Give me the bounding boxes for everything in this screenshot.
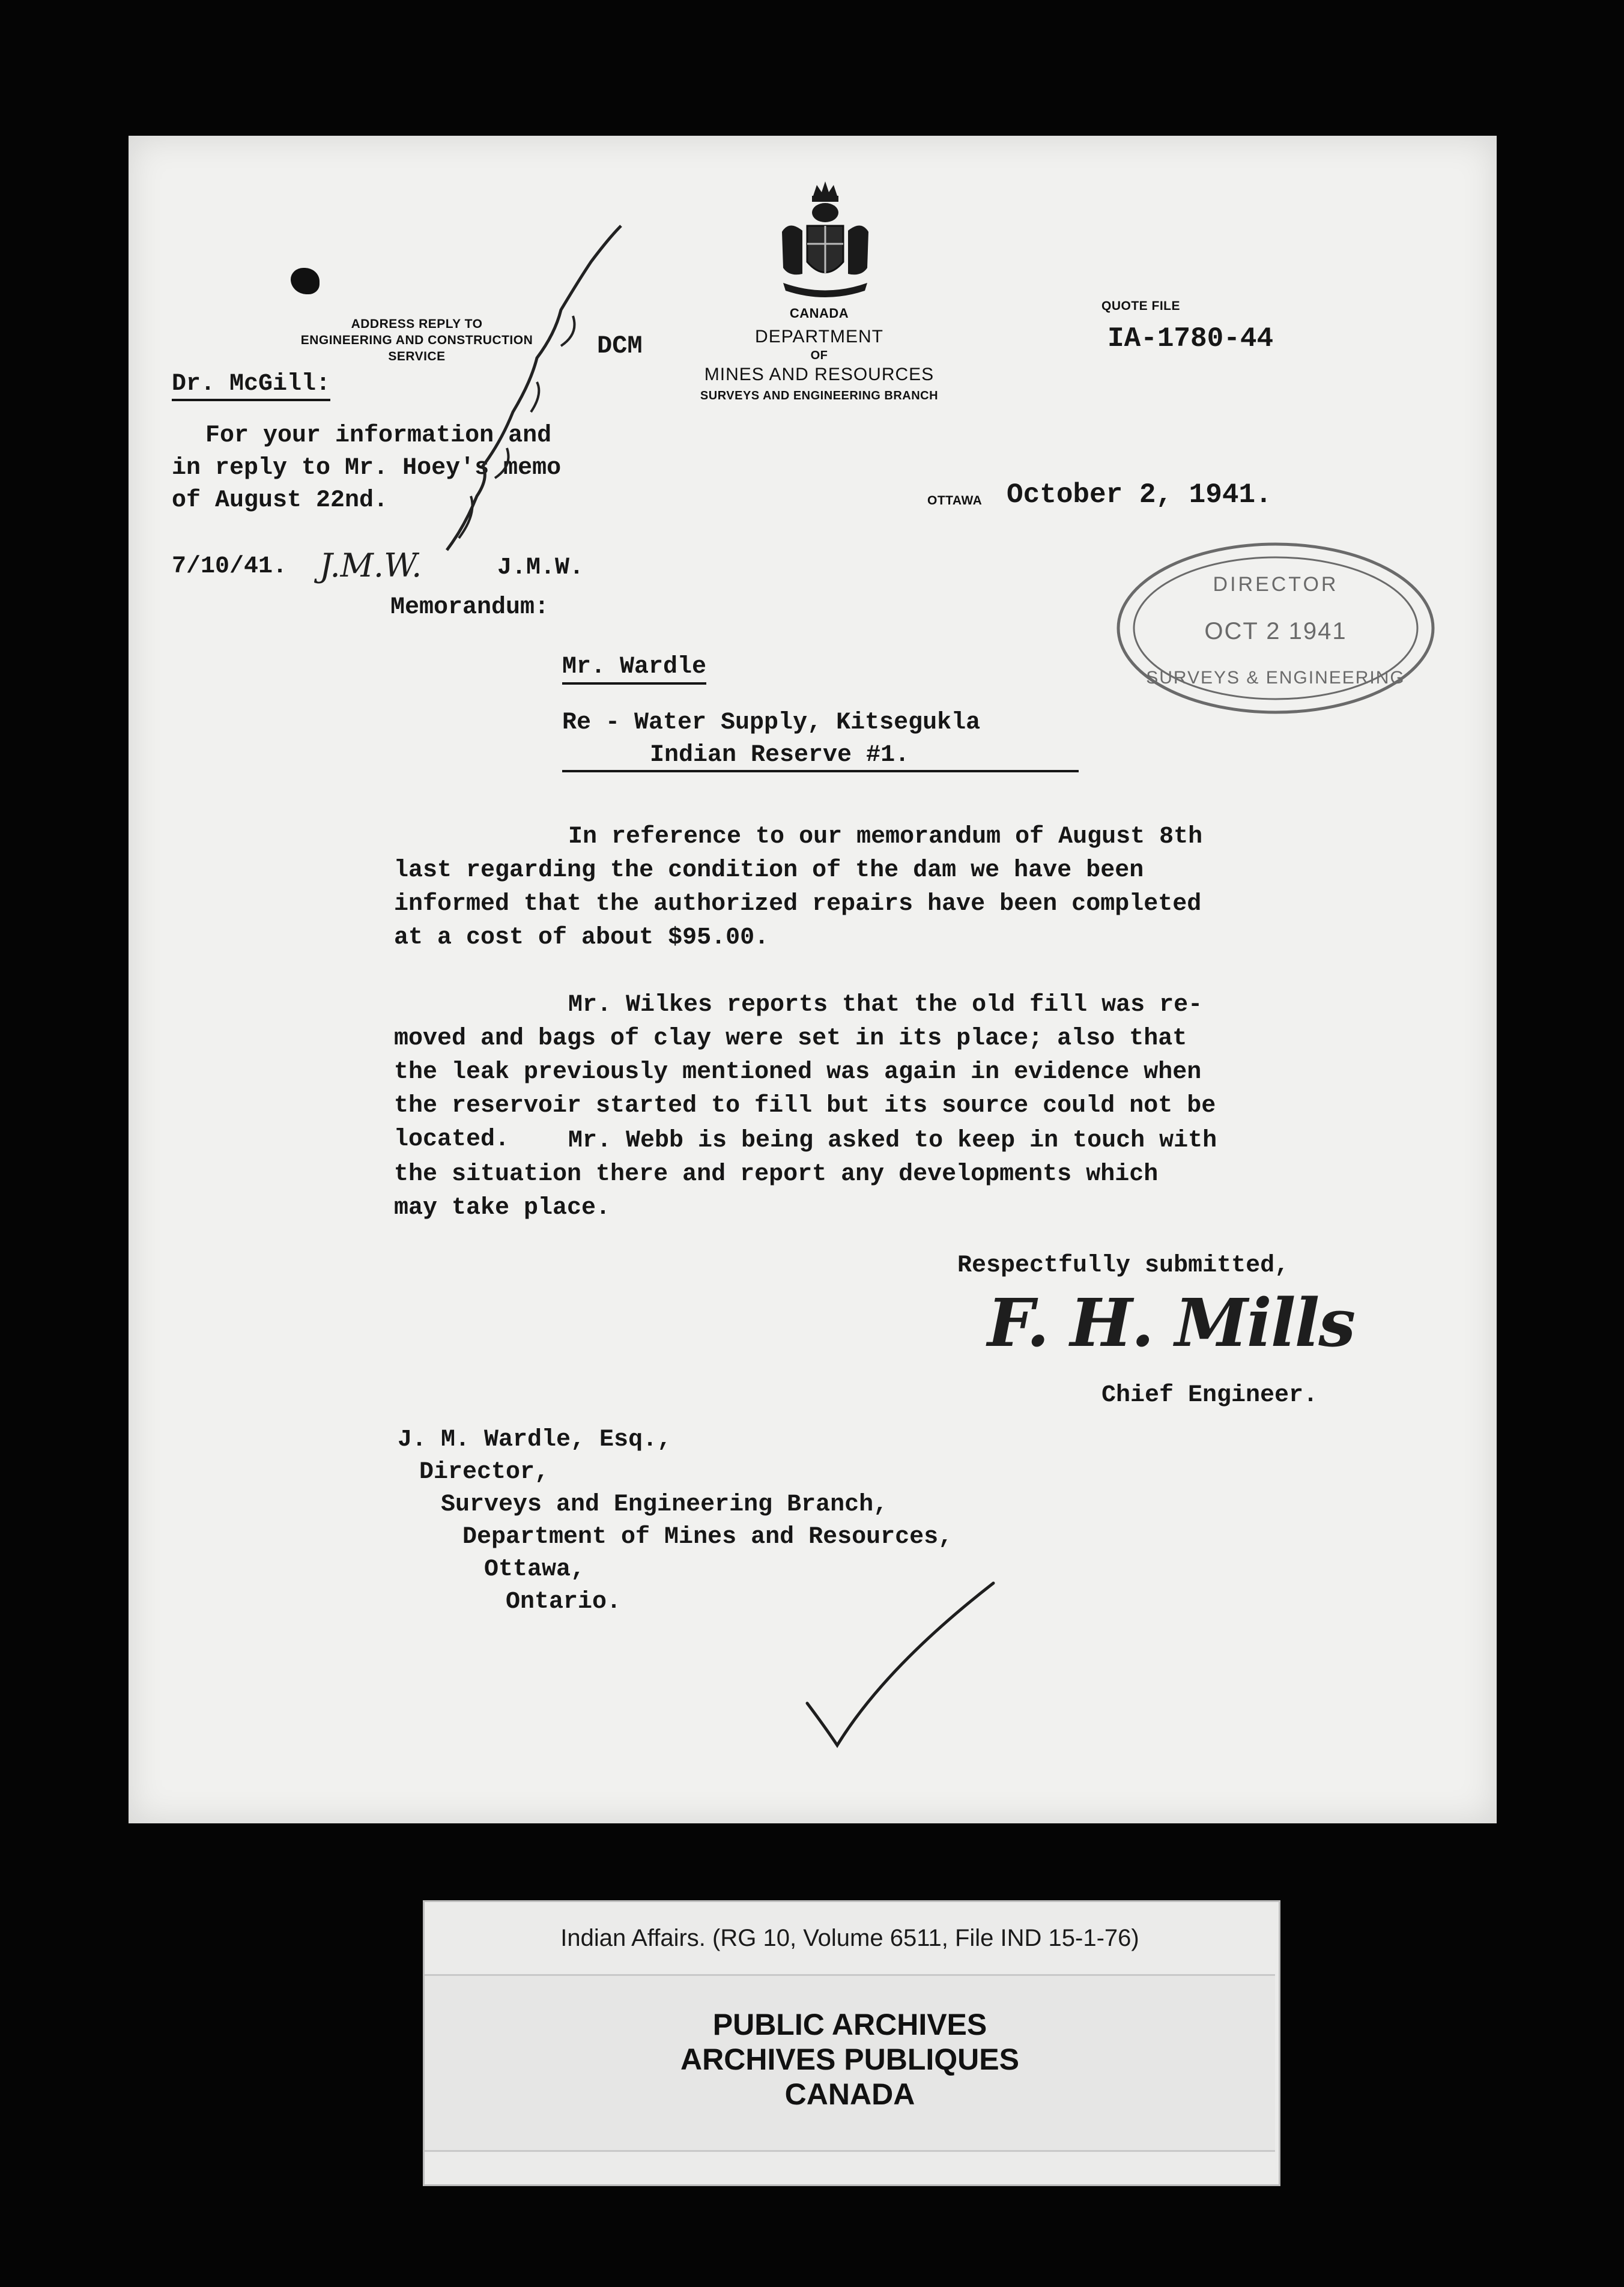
coat-of-arms-icon	[759, 178, 891, 310]
letterhead-centre	[657, 305, 981, 404]
canada-label: CANADA	[789, 306, 849, 321]
note-line: For your information and	[205, 422, 552, 449]
of-label: OF	[810, 349, 828, 362]
city-label: OTTAWA	[927, 494, 983, 507]
file-number: IA-1780-44	[1107, 323, 1274, 354]
ministry-label: MINES AND RESOURCES	[704, 365, 935, 384]
handwritten-scrawl	[441, 214, 633, 574]
signatory-title: Chief Engineer.	[1101, 1382, 1318, 1409]
stamp-top-text: DIRECTOR	[1213, 573, 1339, 596]
closing: Respectfully submitted,	[957, 1252, 1289, 1279]
signature: F. H. Mills	[987, 1284, 1355, 1362]
recipient-line: Surveys and Engineering Branch,	[441, 1491, 888, 1518]
address-reply-line: ENGINEERING AND CONSTRUCTION	[300, 333, 533, 347]
recipient-line: J. M. Wardle, Esq.,	[398, 1426, 672, 1453]
archive-line-2: ARCHIVES PUBLIQUES	[680, 2043, 1019, 2076]
body-line: Mr. Webb is being asked to keep in touch with	[568, 1127, 1217, 1154]
body-line: informed that the authorized repairs have been completed	[394, 891, 1202, 918]
body-paragraph-3	[394, 1124, 1217, 1225]
director-received-stamp	[1107, 532, 1444, 724]
initials-dcm: DCM	[597, 332, 643, 360]
note-date: 7/10/41.	[172, 553, 288, 580]
recipient-line: Ottawa,	[484, 1556, 586, 1583]
body-line: the leak previously mentioned was again in evidence when	[394, 1059, 1202, 1086]
recipient-line: Director,	[419, 1459, 550, 1486]
archive-line-1: PUBLIC ARCHIVES	[712, 2008, 987, 2041]
body-line: at a cost of about $95.00.	[394, 924, 769, 951]
note-line: of August 22nd.	[172, 487, 389, 514]
letter-page	[129, 136, 1497, 1823]
body-line: last regarding the condition of the dam we have been	[394, 857, 1144, 884]
archive-line-3: CANADA	[784, 2077, 915, 2111]
recipient-line: Department of Mines and Resources,	[462, 1524, 953, 1551]
note-line: in reply to Mr. Hoey's memo	[172, 455, 562, 482]
body-paragraph-1	[394, 820, 1202, 955]
archive-label-card	[423, 1900, 1280, 2186]
body-line: may take place.	[394, 1195, 611, 1222]
archive-citation: Indian Affairs. (RG 10, Volume 6511, File IND 15-1-76)	[560, 1925, 1139, 1951]
body-line: the situation there and report any developments which	[394, 1161, 1159, 1188]
subject-underline	[562, 770, 1079, 772]
address-reply-line: ADDRESS REPLY TO	[351, 317, 483, 331]
stamp-date-text: OCT 2 1941	[1204, 618, 1347, 644]
address-reply-line: SERVICE	[388, 350, 446, 363]
memo-re-line2: Indian Reserve #1.	[650, 742, 910, 769]
body-line: moved and bags of clay were set in its place; also that	[394, 1025, 1187, 1052]
branch-label: SURVEYS AND ENGINEERING BRANCH	[700, 389, 939, 402]
letter-date: October 2, 1941.	[1007, 479, 1272, 510]
body-line: Mr. Wilkes reports that the old fill was re-	[568, 992, 1203, 1019]
recipient-line: Ontario.	[506, 1589, 622, 1616]
memo-to: Mr. Wardle	[562, 652, 706, 685]
archive-stamp-box	[425, 1974, 1275, 2152]
body-line: the reservoir started to fill but its source could not be	[394, 1092, 1216, 1119]
department-label: DEPARTMENT	[755, 327, 883, 347]
quote-file-label: QUOTE FILE	[1101, 299, 1180, 313]
handwritten-initials: J.M.W.	[320, 547, 422, 584]
body-line: In reference to our memorandum of August 8th	[568, 823, 1203, 850]
ink-blot	[291, 268, 320, 294]
typed-initials: J.M.W.	[497, 554, 584, 581]
stamp-bottom-text: SURVEYS & ENGINEERING	[1146, 668, 1405, 688]
memo-heading: Memorandum:	[390, 594, 550, 621]
check-mark-icon	[801, 1577, 1005, 1757]
memo-re-line1: Re - Water Supply, Kitsegukla	[562, 709, 981, 736]
note-addressee: Dr. McGill:	[172, 370, 330, 401]
body-line: located.	[394, 1126, 510, 1153]
